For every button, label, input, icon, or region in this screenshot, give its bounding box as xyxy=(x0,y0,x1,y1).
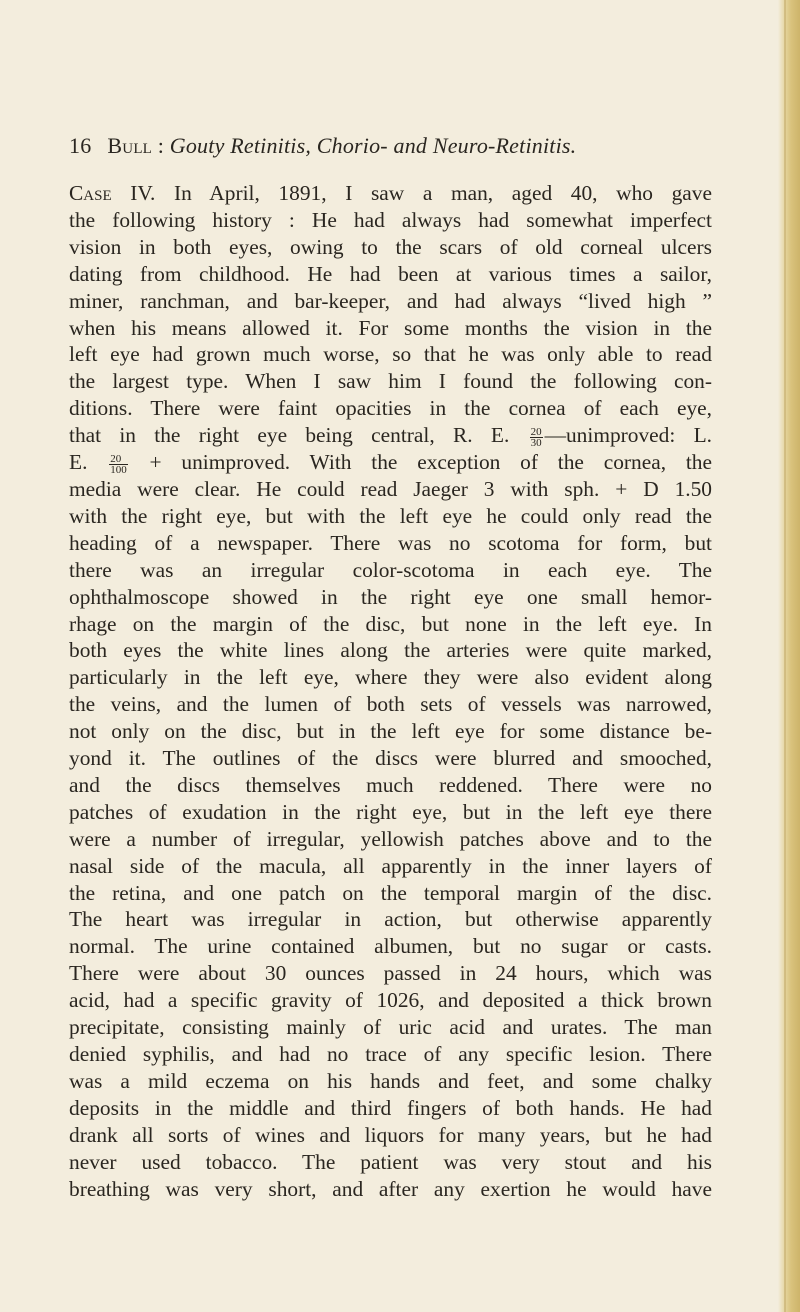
text-line: The heart was irregular in action, but otherwise apparently xyxy=(69,907,712,932)
body-paragraph xyxy=(69,180,712,1202)
text-line: Case IV. In April, 1891, I saw a man, aged 40, who gave xyxy=(69,181,712,205)
text-line: the following history : He had always had somewhat imperfect xyxy=(69,207,712,232)
text-line: that in the right eye being central, R. E. $\frac{20}{30}$ —unimproved: L. xyxy=(69,423,712,450)
text-line: was a mild eczema on his hands and feet, and some chalky xyxy=(69,1068,712,1093)
text-line: ophthalmoscope showed in the right eye one small hemor- xyxy=(69,584,712,609)
text-line: yond it. The outlines of the discs were blurred and smooched, xyxy=(69,746,712,771)
visual-acuity-fraction-left: $\frac{20}{100}$ xyxy=(110,453,127,477)
text-line: patches of exudation in the right eye, but in the left eye there xyxy=(69,799,712,824)
text-line: E. $\frac{20}{100}$ + unimproved. With the exception of the cornea, the xyxy=(69,450,712,477)
text-line: the largest type. When I saw him I found the following con- xyxy=(69,369,712,394)
text-line: there was an irregular color-scotoma in each eye. The xyxy=(69,557,712,582)
text-line: breathing was very short, and after any exertion he would have xyxy=(69,1176,712,1201)
visual-acuity-fraction-right: $\frac{20}{30}$ xyxy=(530,426,542,450)
text-line: drank all sorts of wines and liquors for many years, but he had xyxy=(69,1122,712,1147)
text-line: acid, had a specific gravity of 1026, and deposited a thick brown xyxy=(69,988,712,1013)
text-line: with the right eye, but with the left eye he could only read the xyxy=(69,503,712,528)
text-line: left eye had grown much worse, so that he was only able to read xyxy=(69,342,712,367)
text-line: media were clear. He could read Jaeger 3 with sph. + D 1.50 xyxy=(69,476,712,501)
text-line: vision in both eyes, owing to the scars of old corneal ulcers xyxy=(69,234,712,259)
text-line: There were about 30 ounces passed in 24 hours, which was xyxy=(69,961,712,986)
text-line: the retina, and one patch on the temporal margin of the disc. xyxy=(69,880,712,905)
text-line: normal. The urine contained albumen, but no sugar or casts. xyxy=(69,934,712,959)
header-author: Bull xyxy=(107,133,153,158)
header-separator: : xyxy=(152,133,170,158)
text-line: heading of a newspaper. There was no scotoma for form, but xyxy=(69,530,712,555)
text-line: dating from childhood. He had been at various times a sailor, xyxy=(69,261,712,286)
text-line: precipitate, consisting mainly of uric acid and urates. The man xyxy=(69,1015,712,1040)
text-line: ditions. There were faint opacities in the cornea of each eye, xyxy=(69,396,712,421)
running-header xyxy=(69,133,709,159)
text-line: never used tobacco. The patient was very stout and his xyxy=(69,1149,712,1174)
case-label: Case IV. xyxy=(69,181,156,205)
page-edge xyxy=(778,0,800,1312)
text-line: and the discs themselves much reddened. There were no xyxy=(69,772,712,797)
text-line: nasal side of the macula, all apparently in the inner layers of xyxy=(69,853,712,878)
text-line: deposits in the middle and third fingers of both hands. He had xyxy=(69,1095,712,1120)
text-line: when his means allowed it. For some months the vision in the xyxy=(69,315,712,340)
text-line: rhage on the margin of the disc, but none in the left eye. In xyxy=(69,611,712,636)
text-line: the veins, and the lumen of both sets of vessels was narrowed, xyxy=(69,692,712,717)
text-line: both eyes the white lines along the arteries were quite marked, xyxy=(69,638,712,663)
page-number: 16 xyxy=(69,133,92,158)
text-line: were a number of irregular, yellowish patches above and to the xyxy=(69,826,712,851)
text-line: not only on the disc, but in the left eye for some distance be- xyxy=(69,719,712,744)
text-line: miner, ranchman, and bar-keeper, and had always “lived high ” xyxy=(69,288,712,313)
text-line: particularly in the left eye, where they were also evident along xyxy=(69,665,712,690)
header-title: Gouty Retinitis, Chorio- and Neuro-Retinitis. xyxy=(169,133,577,158)
text-line: denied syphilis, and had no trace of any specific lesion. There xyxy=(69,1042,712,1066)
